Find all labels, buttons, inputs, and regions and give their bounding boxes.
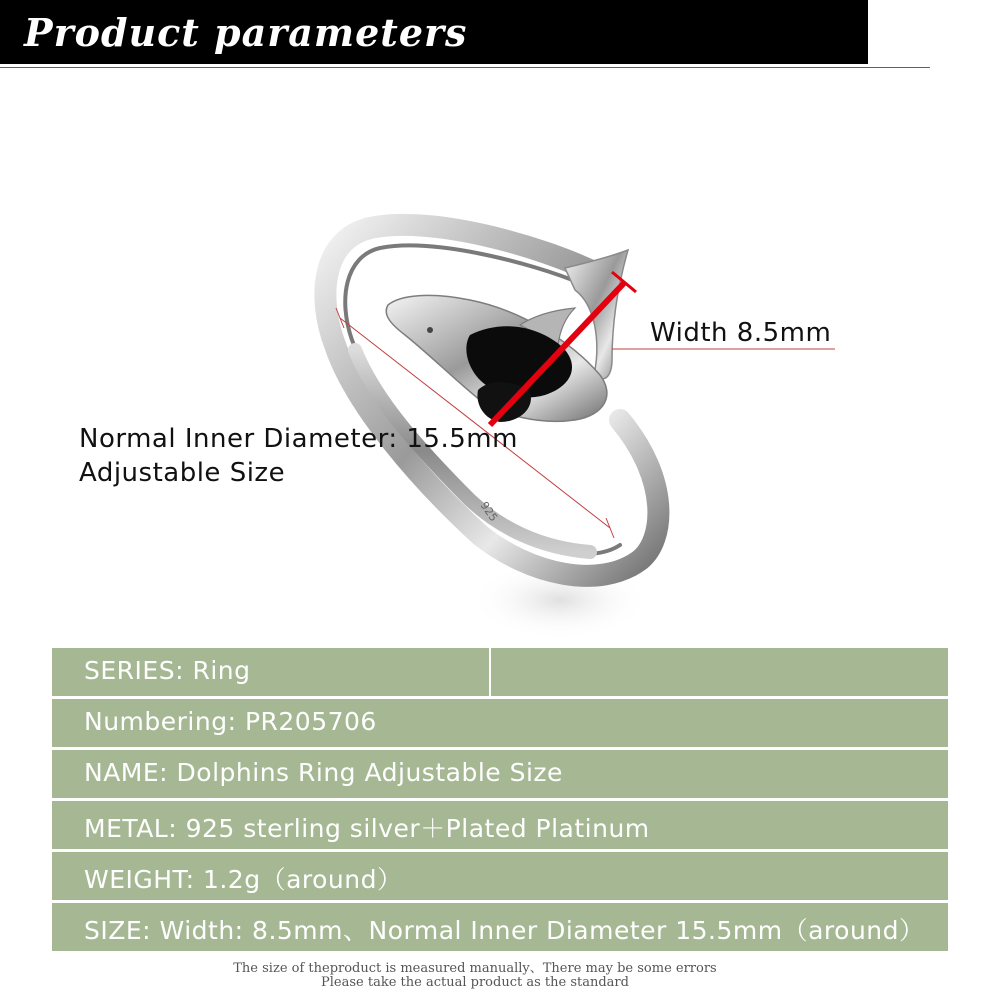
row-divider bbox=[489, 648, 491, 696]
table-row-name bbox=[52, 750, 948, 798]
footnote-line-2: Please take the actual product as the standard bbox=[321, 975, 629, 990]
table-row-metal bbox=[52, 801, 948, 849]
table-row-series bbox=[52, 648, 948, 696]
dolphin-eye bbox=[427, 327, 433, 333]
numbering-value: Numbering: PR205706 bbox=[84, 707, 377, 736]
diameter-measure-cap-end bbox=[606, 518, 614, 538]
metal-value: METAL: 925 sterling silver＋Plated Platinum bbox=[84, 814, 650, 843]
table-row-weight bbox=[52, 852, 948, 900]
footnote-line-1: The size of theproduct is measured manually、There may be some errors bbox=[233, 961, 717, 976]
name-value: NAME: Dolphins Ring Adjustable Size bbox=[84, 758, 563, 787]
page-title: Product parameters bbox=[24, 10, 468, 55]
engraving-925: 925 bbox=[477, 499, 501, 524]
diameter-label: Normal Inner Diameter: 15.5mm bbox=[79, 424, 518, 454]
weight-value: WEIGHT: 1.2g（around） bbox=[84, 865, 403, 894]
adjustable-label: Adjustable Size bbox=[79, 458, 286, 488]
width-label: Width 8.5mm bbox=[650, 318, 832, 348]
table-row-numbering bbox=[52, 699, 948, 747]
size-value: SIZE: Width: 8.5mm、Normal Inner Diameter 15.5mm（around） bbox=[84, 916, 925, 945]
table-row-size bbox=[52, 903, 948, 951]
parameters-table bbox=[52, 648, 948, 954]
series-value: SERIES: Ring bbox=[84, 656, 251, 685]
